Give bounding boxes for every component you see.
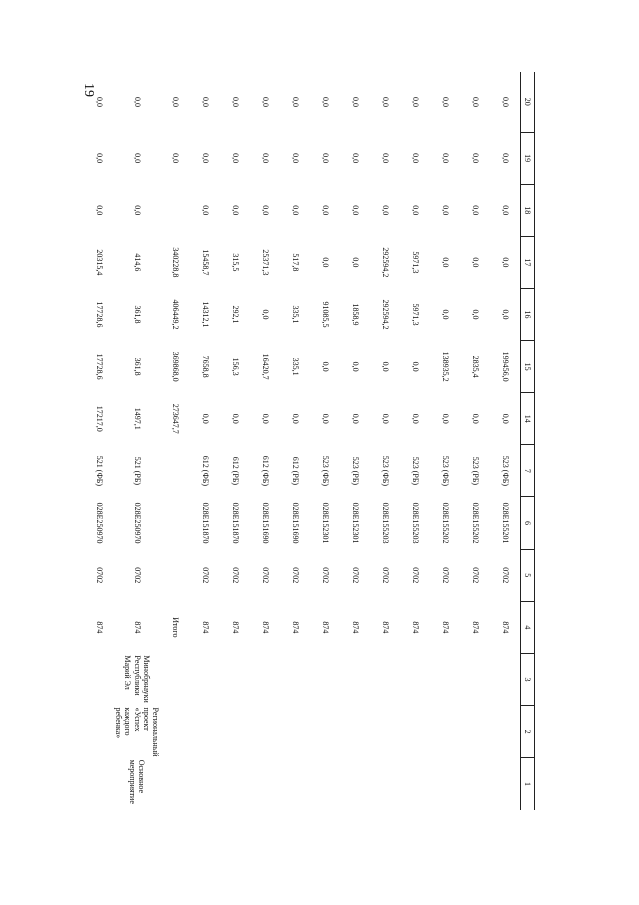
table-cell: 0,0: [410, 97, 420, 107]
table-cell: 0,0: [94, 153, 104, 164]
table-cell: [160, 184, 190, 236]
table-cell: 874: [410, 621, 420, 634]
table-row: [250, 72, 280, 862]
table-cell: 0,0: [320, 257, 330, 268]
table-cell: [340, 653, 370, 705]
table-row: [160, 72, 190, 862]
table-row: [490, 72, 521, 862]
table-cell: 523 (ФБ): [380, 455, 390, 487]
table-cell: 292594,2: [380, 247, 390, 278]
table-cell: 0,0: [350, 413, 360, 424]
table-cell: 0,0: [260, 153, 270, 164]
table-cell: [160, 549, 190, 601]
table-cell: [400, 706, 430, 758]
table-cell: 028E151870: [200, 502, 210, 544]
column-header: 19: [521, 132, 535, 184]
table-cell: 517,8: [290, 253, 300, 272]
table-cell: 0,0: [380, 413, 390, 424]
table-cell: 0,0: [200, 153, 210, 164]
table-cell: 0702: [290, 567, 300, 584]
table-cell: 0,0: [350, 153, 360, 164]
table-cell: 406449,2: [170, 299, 180, 330]
column-header: 7: [521, 445, 535, 497]
table-cell: [310, 653, 340, 705]
table-cell: 292594,2: [380, 299, 390, 330]
table-cell: 0,0: [320, 361, 330, 372]
table-cell: 0,0: [500, 153, 510, 164]
table-cell: 0,0: [170, 97, 180, 107]
table-cell: 0,0: [200, 97, 210, 107]
table-cell: [160, 653, 190, 705]
table-cell: 5971,3: [410, 303, 420, 326]
column-header: 1: [521, 758, 535, 810]
column-header: 17: [521, 236, 535, 288]
table-row: [84, 72, 114, 862]
column-header: 18: [521, 184, 535, 236]
table-cell: [400, 653, 430, 705]
table-cell: [370, 706, 400, 758]
table-cell: 0,0: [230, 153, 240, 164]
table-cell: 0702: [410, 567, 420, 584]
table-cell: 2835,4: [470, 355, 480, 378]
table-cell: 17728,6: [94, 353, 104, 380]
table-cell: 0,0: [500, 97, 510, 107]
table-cell: 0,0: [94, 97, 104, 107]
column-header: 20: [521, 72, 535, 132]
table-cell: [370, 758, 400, 810]
table-header-row: [521, 72, 535, 862]
table-cell: 028E151870: [230, 502, 240, 544]
budget-table: [84, 72, 535, 862]
table-row: [310, 72, 340, 862]
table-cell: 0702: [470, 567, 480, 584]
table-cell: 17728,6: [94, 301, 104, 328]
table-cell: 028E155202: [470, 502, 480, 544]
table-row: [114, 72, 160, 862]
table-cell: 0,0: [230, 205, 240, 216]
table-cell: 0702: [380, 567, 390, 584]
table-cell: [160, 445, 190, 497]
table-cell: 15458,7: [200, 249, 210, 276]
table-cell: 0,0: [380, 205, 390, 216]
table-cell: 156,3: [230, 357, 240, 376]
table-cell: 521 (РБ): [132, 456, 142, 486]
table-cell: 612 (РБ): [230, 456, 240, 486]
table-cell: 874: [94, 621, 104, 634]
table-cell: 292,1: [230, 305, 240, 324]
column-header: 16: [521, 288, 535, 340]
table-cell: 0,0: [470, 153, 480, 164]
table-cell: 315,5: [230, 253, 240, 272]
table-cell: 0,0: [410, 205, 420, 216]
table-cell: 0,0: [470, 257, 480, 268]
table-cell: 0,0: [132, 97, 142, 107]
table-cell: Региональный проект «Успех каждого ребенка»: [114, 707, 160, 757]
table-cell: [250, 706, 280, 758]
table-cell: 335,1: [290, 305, 300, 324]
table-cell: 0,0: [470, 413, 480, 424]
table-cell: [160, 497, 190, 549]
table-cell: [190, 653, 220, 705]
table-cell: 273647,7: [170, 403, 180, 434]
table-cell: 874: [380, 621, 390, 634]
table-cell: 0,0: [320, 413, 330, 424]
table-cell: 14312,1: [200, 301, 210, 328]
table-cell: 028E250970: [132, 502, 142, 544]
table-cell: [250, 653, 280, 705]
table-cell: 369868,0: [170, 351, 180, 382]
table-cell: 0,0: [230, 413, 240, 424]
table-row: [370, 72, 400, 862]
table-cell: 028E155201: [500, 502, 510, 544]
table-row: [220, 72, 250, 862]
table-cell: 0,0: [470, 97, 480, 107]
column-header: 14: [521, 393, 535, 445]
table-cell: 612 (ФБ): [260, 455, 270, 487]
table-cell: [250, 758, 280, 810]
table-cell: 0702: [440, 567, 450, 584]
column-header: 4: [521, 601, 535, 653]
table-cell: 0,0: [260, 97, 270, 107]
table-cell: 0,0: [350, 257, 360, 268]
table-cell: 612 (ФБ): [200, 455, 210, 487]
table-cell: 361,8: [132, 357, 142, 376]
table-cell: 874: [500, 621, 510, 634]
table-cell: 523 (РБ): [470, 456, 480, 486]
table-cell: [160, 758, 190, 810]
table-cell: Итого: [170, 617, 180, 638]
table-cell: 0702: [230, 567, 240, 584]
table-cell: 0,0: [350, 97, 360, 107]
table-cell: [220, 653, 250, 705]
table-cell: 361,8: [132, 305, 142, 324]
table-cell: 874: [230, 621, 240, 634]
table-cell: [400, 758, 430, 810]
table-cell: 0,0: [260, 309, 270, 320]
table-cell: [280, 653, 310, 705]
table-cell: Основное мероприятие: [128, 759, 147, 804]
table-cell: 0,0: [290, 205, 300, 216]
table-cell: [340, 706, 370, 758]
table-cell: [490, 653, 521, 705]
table-cell: [460, 758, 490, 810]
table-cell: 874: [350, 621, 360, 634]
table-cell: 0702: [94, 567, 104, 584]
table-cell: 0,0: [320, 205, 330, 216]
table-cell: [460, 706, 490, 758]
table-cell: 028E151690: [290, 502, 300, 544]
table-cell: 0,0: [260, 413, 270, 424]
table-cell: 0,0: [410, 361, 420, 372]
table-cell: 028E155203: [410, 502, 420, 544]
table-cell: 0,0: [410, 413, 420, 424]
table-cell: 874: [132, 621, 142, 634]
table-cell: 0,0: [290, 413, 300, 424]
table-cell: 0,0: [440, 309, 450, 320]
table-cell: [220, 758, 250, 810]
table-row: [430, 72, 460, 862]
table-cell: 25371,3: [260, 249, 270, 276]
table-cell: 91085,5: [320, 301, 330, 328]
table-cell: [370, 653, 400, 705]
table-cell: [280, 758, 310, 810]
table-cell: 1858,9: [350, 303, 360, 326]
table-cell: 16420,7: [260, 353, 270, 380]
table-cell: 874: [200, 621, 210, 634]
table-row: [280, 72, 310, 862]
table-cell: 0,0: [170, 153, 180, 164]
table-cell: 414,6: [132, 253, 142, 272]
table-cell: 0,0: [132, 205, 142, 216]
table-cell: [340, 758, 370, 810]
table-cell: 0702: [500, 567, 510, 584]
table-cell: 0,0: [290, 153, 300, 164]
column-header: 15: [521, 341, 535, 393]
table-cell: 523 (РБ): [350, 456, 360, 486]
table-cell: 17217,0: [94, 405, 104, 432]
table-cell: 0,0: [350, 361, 360, 372]
table-cell: 0,0: [440, 413, 450, 424]
table-cell: 523 (ФБ): [500, 455, 510, 487]
table-cell: 0,0: [500, 205, 510, 216]
table-row: [400, 72, 430, 862]
table-cell: 199456,0: [500, 351, 510, 382]
table-cell: [490, 706, 521, 758]
table-cell: 612 (РБ): [290, 456, 300, 486]
table-cell: 523 (ФБ): [440, 455, 450, 487]
table-cell: [430, 706, 460, 758]
page-number: 19: [81, 83, 96, 97]
table-cell: 0,0: [440, 257, 450, 268]
table-cell: 523 (РБ): [410, 456, 420, 486]
table-cell: 0,0: [200, 205, 210, 216]
table-cell: 028E155202: [440, 502, 450, 544]
table-cell: 0,0: [380, 97, 390, 107]
table-cell: [84, 758, 114, 810]
table-cell: [460, 653, 490, 705]
table-cell: 874: [260, 621, 270, 634]
table-cell: 0,0: [94, 205, 104, 216]
table-cell: 0,0: [470, 309, 480, 320]
table-cell: 028E152301: [320, 502, 330, 544]
table-cell: 0,0: [200, 413, 210, 424]
table-cell: 0,0: [320, 153, 330, 164]
table-cell: 0,0: [132, 153, 142, 164]
table-cell: 028E155203: [380, 502, 390, 544]
column-header: 5: [521, 549, 535, 601]
table-cell: 874: [470, 621, 480, 634]
table-cell: 0,0: [350, 205, 360, 216]
table-cell: 521 (ФБ): [94, 455, 104, 487]
column-header: 2: [521, 706, 535, 758]
table-cell: 523 (ФБ): [320, 455, 330, 487]
table-cell: [280, 706, 310, 758]
table-cell: 0,0: [290, 97, 300, 107]
table-cell: Минобрнауки Республики Марий Эл: [123, 655, 151, 703]
table-cell: 0702: [132, 567, 142, 584]
table-cell: 5971,3: [410, 251, 420, 274]
table-cell: 0702: [260, 567, 270, 584]
table-cell: 0702: [200, 567, 210, 584]
table-cell: [220, 706, 250, 758]
table-cell: 0,0: [440, 205, 450, 216]
table-cell: [310, 706, 340, 758]
table-cell: 0702: [350, 567, 360, 584]
table-cell: 028E151690: [260, 502, 270, 544]
table-row: [460, 72, 490, 862]
table-cell: 7658,8: [200, 355, 210, 378]
table-cell: 0702: [320, 567, 330, 584]
table-row: [340, 72, 370, 862]
table-cell: 0,0: [380, 153, 390, 164]
table-cell: 0,0: [380, 361, 390, 372]
table-cell: 874: [290, 621, 300, 634]
table-cell: 0,0: [410, 153, 420, 164]
table-cell: 1497,1: [132, 407, 142, 430]
table-cell: [160, 706, 190, 758]
table-cell: 340228,8: [170, 247, 180, 278]
table-cell: 0,0: [500, 413, 510, 424]
table-cell: [84, 706, 114, 758]
table-cell: [84, 653, 114, 705]
table-cell: 874: [320, 621, 330, 634]
column-header: 6: [521, 497, 535, 549]
table-cell: 028E152301: [350, 502, 360, 544]
table-cell: 138935,2: [440, 351, 450, 382]
column-header: 3: [521, 653, 535, 705]
table-cell: [430, 653, 460, 705]
table-cell: 0,0: [500, 309, 510, 320]
table-cell: 335,1: [290, 357, 300, 376]
table-cell: 0,0: [500, 257, 510, 268]
table-cell: 028E250970: [94, 502, 104, 544]
table-cell: [190, 706, 220, 758]
table-cell: 0,0: [470, 205, 480, 216]
table-cell: 0,0: [440, 153, 450, 164]
table-cell: 20315,4: [94, 249, 104, 276]
table-cell: [190, 758, 220, 810]
table-cell: 0,0: [230, 97, 240, 107]
table-cell: [430, 758, 460, 810]
table-cell: 0,0: [440, 97, 450, 107]
table-cell: 0,0: [260, 205, 270, 216]
table-cell: [490, 758, 521, 810]
table-cell: [310, 758, 340, 810]
table-cell: 0,0: [320, 97, 330, 107]
table-row: [190, 72, 220, 862]
table-cell: 874: [440, 621, 450, 634]
